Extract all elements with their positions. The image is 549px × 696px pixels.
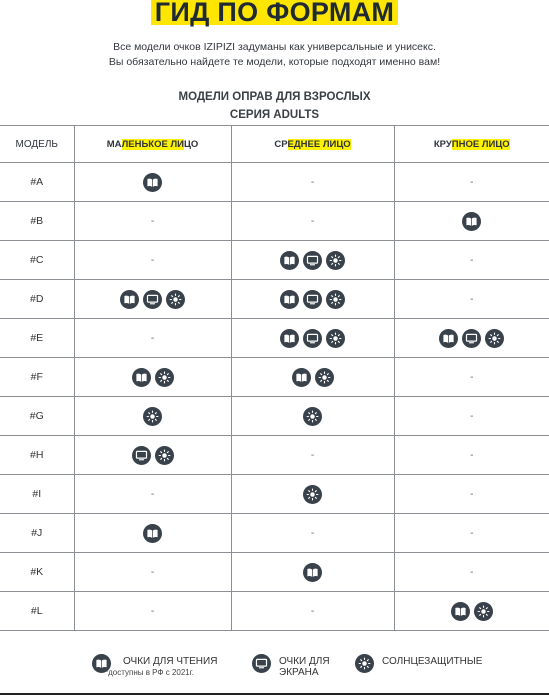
empty-marker: - (470, 293, 474, 305)
medium-face-cell (231, 553, 394, 592)
legend-screen-label-1: ОЧКИ ДЛЯ (279, 656, 330, 667)
empty-marker: - (470, 371, 474, 383)
table-row (0, 202, 549, 241)
book-icon (143, 173, 162, 192)
medium-face-cell (231, 241, 394, 280)
icon-group (303, 407, 322, 426)
sun-icon (485, 329, 504, 348)
large-face-cell (394, 592, 549, 631)
large-face-cell (394, 202, 549, 241)
empty-marker: - (150, 332, 155, 344)
legend-screen-label-2: ЭКРАНА (279, 667, 319, 678)
icon-group (280, 251, 345, 270)
model-name: #H (0, 436, 74, 475)
table-row (0, 241, 549, 280)
book-icon (451, 602, 470, 621)
icon-group (451, 602, 493, 621)
large-face-cell (394, 475, 549, 514)
large-face-cell (394, 319, 549, 358)
sun-icon (326, 290, 345, 309)
medium-face-cell (231, 280, 394, 319)
empty-marker: - (310, 527, 315, 539)
icon-group (132, 368, 174, 387)
legend-sun (355, 656, 482, 673)
table-header-row (0, 126, 549, 163)
book-icon (292, 368, 311, 387)
small-face-cell (74, 436, 231, 475)
small-face-cell (74, 592, 231, 631)
small-face-cell (74, 319, 231, 358)
sun-icon (326, 251, 345, 270)
empty-marker: - (150, 215, 155, 227)
book-icon (462, 212, 481, 231)
medium-face-cell (231, 436, 394, 475)
table-row (0, 358, 549, 397)
shape-guide-table (0, 125, 549, 631)
table-row (0, 436, 549, 475)
model-name: #E (0, 319, 74, 358)
monitor-icon (303, 290, 322, 309)
large-face-cell (394, 553, 549, 592)
monitor-icon (303, 251, 322, 270)
sun-icon (326, 329, 345, 348)
header-small-face: МАЛЕНЬКОЕ ЛИЦО (74, 126, 231, 163)
small-face-cell (74, 358, 231, 397)
model-name: #F (0, 358, 74, 397)
sun-icon (303, 407, 322, 426)
empty-marker: - (150, 605, 155, 617)
sun-icon (166, 290, 185, 309)
icon-group (462, 212, 481, 231)
medium-face-cell (231, 475, 394, 514)
sun-icon (315, 368, 334, 387)
empty-marker: - (470, 527, 474, 539)
legend-reading (92, 656, 217, 678)
legend-screen (252, 656, 330, 678)
empty-marker: - (150, 254, 155, 266)
book-icon (303, 563, 322, 582)
empty-marker: - (150, 488, 155, 500)
model-name: #B (0, 202, 74, 241)
legend-reading-label: ОЧКИ ДЛЯ ЧТЕНИЯ (123, 656, 218, 667)
model-name: #A (0, 163, 74, 202)
intro-line-1: Все модели очков IZIPIZI задуманы как универсальные и унисекс. (113, 41, 436, 53)
model-name: #C (0, 241, 74, 280)
section-title: МОДЕЛИ ОПРАВ ДЛЯ ВЗРОСЛЫХ (178, 91, 371, 103)
large-face-cell (394, 241, 549, 280)
medium-face-cell (231, 319, 394, 358)
table-row (0, 553, 549, 592)
small-face-cell (74, 163, 231, 202)
empty-marker: - (310, 215, 315, 227)
medium-face-cell (231, 514, 394, 553)
book-icon (280, 329, 299, 348)
large-face-cell (394, 358, 549, 397)
table-row (0, 319, 549, 358)
model-name: #L (0, 592, 74, 631)
empty-marker: - (150, 566, 155, 578)
small-face-cell (74, 241, 231, 280)
model-name: #G (0, 397, 74, 436)
icon-group (143, 407, 162, 426)
medium-face-cell (231, 358, 394, 397)
icon-group (303, 563, 322, 582)
table-row (0, 592, 549, 631)
monitor-icon (252, 654, 271, 673)
legend (0, 656, 549, 686)
medium-face-cell (231, 592, 394, 631)
icon-group (120, 290, 185, 309)
sun-icon (355, 654, 374, 673)
empty-marker: - (310, 449, 315, 461)
empty-marker: - (310, 176, 315, 188)
empty-marker: - (470, 176, 474, 188)
monitor-icon (303, 329, 322, 348)
book-icon (280, 290, 299, 309)
empty-marker: - (470, 566, 474, 578)
page-title: ГИД ПО ФОРМАМ (151, 0, 398, 25)
table-row (0, 475, 549, 514)
header-medium-face: СРЕДНЕЕ ЛИЦО (231, 126, 394, 163)
small-face-cell (74, 553, 231, 592)
icon-group (303, 485, 322, 504)
book-icon (120, 290, 139, 309)
small-face-cell (74, 202, 231, 241)
sun-icon (143, 407, 162, 426)
small-face-cell (74, 514, 231, 553)
book-icon (132, 368, 151, 387)
table-row (0, 514, 549, 553)
small-face-cell (74, 280, 231, 319)
intro-text (0, 40, 549, 70)
empty-marker: - (470, 254, 474, 266)
legend-sun-label: СОЛНЦЕЗАЩИТНЫЕ (382, 656, 483, 667)
bottom-divider (0, 693, 549, 695)
icon-group (132, 446, 174, 465)
model-name: #K (0, 553, 74, 592)
table-row (0, 163, 549, 202)
empty-marker: - (470, 488, 474, 500)
legend-reading-note: *доступны в РФ с 2021г. (105, 668, 194, 677)
icon-group (143, 524, 162, 543)
book-icon (280, 251, 299, 270)
table-row (0, 280, 549, 319)
header-large-face: КРУПНОЕ ЛИЦО (394, 126, 549, 163)
header-model: МОДЕЛЬ (0, 126, 74, 163)
sun-icon (155, 446, 174, 465)
section-subtitle: СЕРИЯ ADULTS (229, 109, 320, 121)
book-icon (143, 524, 162, 543)
icon-group (143, 173, 162, 192)
large-face-cell (394, 280, 549, 319)
empty-marker: - (470, 449, 474, 461)
icon-group (439, 329, 504, 348)
small-face-cell (74, 475, 231, 514)
monitor-icon (462, 329, 481, 348)
icon-group (280, 329, 345, 348)
large-face-cell (394, 514, 549, 553)
medium-face-cell (231, 202, 394, 241)
medium-face-cell (231, 163, 394, 202)
model-name: #D (0, 280, 74, 319)
sun-icon (303, 485, 322, 504)
empty-marker: - (470, 410, 474, 422)
monitor-icon (143, 290, 162, 309)
icon-group (280, 290, 345, 309)
intro-line-2: Вы обязательно найдете те модели, которые подходят именно вам! (108, 56, 441, 68)
large-face-cell (394, 163, 549, 202)
medium-face-cell (231, 397, 394, 436)
empty-marker: - (310, 605, 315, 617)
large-face-cell (394, 397, 549, 436)
monitor-icon (132, 446, 151, 465)
small-face-cell (74, 397, 231, 436)
icon-group (292, 368, 334, 387)
sun-icon (155, 368, 174, 387)
sun-icon (474, 602, 493, 621)
model-name: #J (0, 514, 74, 553)
book-icon (439, 329, 458, 348)
large-face-cell (394, 436, 549, 475)
model-name: #I (0, 475, 74, 514)
table-row (0, 397, 549, 436)
